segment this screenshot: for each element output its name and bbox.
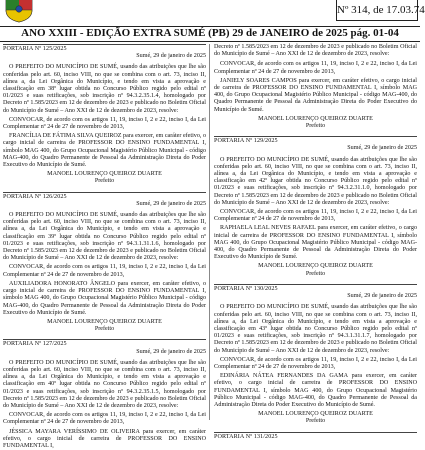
portaria-131 bbox=[214, 432, 417, 441]
municipal-crest-icon bbox=[4, 0, 34, 22]
portaria-body: O PREFEITO DO MUNICÍPIO DE SUMÉ, usando das atribuições que lhe são conferidas pelo art. 60, inciso VIII, no que se combina com o art. 73, inciso II, alínea a, da Lei Orgânica do Município, e tendo em vista a aprovação e classificação em 42º lugar obtida no Concurso Público regido pelo edital nº 01/2023 e suas retificações, sob inscrição nº 94.3.2.31.1.0, homologado por Decreto nº 1.585/2023 em 12 de dezembro de 2023 e publicado no Boletim Oficial do Município de Sumé – Ano XXI de 12 de dezembro de 2023, resolve: bbox=[214, 156, 417, 206]
portaria-126 bbox=[3, 192, 206, 334]
registration-number: Nº 314, de 17.03.74 bbox=[336, 0, 418, 21]
portaria-body: O PREFEITO DO MUNICÍPIO DE SUMÉ, usando das atribuições que lhe são conferidas pelo art. 60, inciso VIII, no que se combina com o art. 73, inciso II, alínea a, da Lei Orgânica do Município, e tendo em vista a aprovação e classificação em 38º lugar obtida no Concurso Público regido pelo edital nº 01/2023 e suas retificações, sob inscrição nº 94.3.2.35.1.4, homologado por Decreto nº 1.585/2023 em 12 de dezembro de 2023 e publicado no Boletim Oficial do Município de Sumé – Ano XXI de 12 de dezembro de 2023, resolve: bbox=[3, 64, 206, 114]
portaria-125 bbox=[3, 44, 206, 186]
signer-role: Prefeito bbox=[305, 418, 326, 425]
portaria-convocar: CONVOCAR, de acordo com os artigos 11, 19, inciso I, 2 e 22, inciso I, da Lei Complementar nº 24 de 27 de novembro de 2013, bbox=[3, 116, 206, 131]
portaria-date: Sumé, 29 de janeiro de 2025 bbox=[136, 348, 206, 355]
signer-role: Prefeito bbox=[94, 178, 115, 185]
bulletin-header bbox=[0, 0, 425, 39]
portaria-convocar: CONVOCAR, de acordo com os artigos 11, 19, inciso I, 2 e 22, inciso I, da Lei Complementar nº 24 de 27 de novembro de 2013, bbox=[214, 61, 417, 75]
portaria-129 bbox=[214, 136, 417, 278]
portaria-title: PORTARIA Nº 125/2025 bbox=[3, 44, 206, 53]
column-divider bbox=[209, 44, 210, 420]
signer-name: MANOEL LOURENÇO QUEIROZ DUARTE bbox=[258, 115, 373, 122]
portaria-convocado: JANIELY SOARES CAMPOS para exercer, em caráter efetivo, o cargo inicial de carreira de PROFESSOR DO ENSINO FUNDAMENTAL I, símbolo MAG 400, do Grupo Ocupacional Magistério Público Municipal - código MAG-400, do Quadro Permanente de Pessoal da Administração Direta do Poder Executivo do Município de Sumé. bbox=[214, 77, 417, 113]
portaria-date: Sumé, 29 de janeiro de 2025 bbox=[136, 200, 206, 207]
portaria-convocar: CONVOCAR, de acordo com os artigos 11, 19, inciso I, 2 e 22, inciso I, da Lei Complementar nº 24 de 27 de novembro de 2013, bbox=[214, 356, 417, 370]
signer-name: MANOEL LOURENÇO QUEIROZ DUARTE bbox=[258, 263, 373, 270]
signer-name: MANOEL LOURENÇO QUEIROZ DUARTE bbox=[258, 411, 373, 418]
portaria-convocado: EDINÁRIA NÁTEA FERNANDES DA GAMA para exercer, em caráter efetivo, o cargo inicial de carreira de PROFESSOR DO ENSINO FUNDAMENTAL I, símbolo MAG 400, do Grupo Ocupacional Magistério Público Municipal - código MAG-400, do Quadro Permanente de Pessoal da Administração Direta do Poder Executivo do Município de Sumé. bbox=[214, 373, 417, 408]
portaria-127 bbox=[3, 339, 206, 450]
portaria-convocar: CONVOCAR, de acordo com os artigos 11, 19, inciso I, 2 e 22, inciso I, da Lei Complementar nº 24 de 27 de novembro de 2013, bbox=[3, 412, 206, 426]
portaria-body: O PREFEITO DO MUNICÍPIO DE SUMÉ, usando das atribuições que lhe são conferidas pelo art. 60, inciso VIII, no que se combina com o art. 73, inciso II, alínea a, da Lei Orgânica do Município, e tendo em vista a aprovação e classificação em 40º lugar obtida no Concurso Público regido pelo edital nº 01/2023 e suas retificações, sob inscrição nº 94.3.2.35.1.5, homologado por Decreto nº 1.585/2023 em 12 de dezembro de 2023 e publicado no Boletim Oficial do Município de Sumé – Ano XXI de 12 de dezembro de 2023, resolve: bbox=[3, 359, 206, 409]
continuation-text: Decreto nº 1.585/2023 em 12 de dezembro de 2023 e publicado no Boletim Oficial do Município de Sumé – Ano XXI de 12 de dezembro de 2023, resolve: bbox=[214, 44, 417, 58]
portaria-convocar: CONVOCAR, de acordo com os artigos 11, 19, inciso I, 2 e 22, inciso I, da Lei Complementar nº 24 de 27 de novembro de 2013, bbox=[214, 209, 417, 223]
portaria-convocar: CONVOCAR, de acordo com os artigos 11, 19, inciso I, 2 e 22, inciso I, da Lei Complementar nº 24 de 27 de novembro de 2013, bbox=[3, 264, 206, 278]
portaria-convocado: FRANCÍLIA DE FÁTIMA SILVA QUEIROZ para exercer, em caráter efetivo, o cargo inicial de carreira de PROFESSOR DO ENSINO FUNDAMENTAL I, símbolo MAG 400, do Grupo Ocupacional Magistério Público Municipal - código MAG-400, do Quadro Permanente de Pessoal da Administração Direta do Poder Executivo do Município de Sumé. bbox=[3, 133, 206, 169]
portaria-convocado: AUXILIADORA HONORATO ÂNGELO para exercer, em caráter efetivo, o cargo inicial de carreira de PROFESSOR DO ENSINO FUNDAMENTAL I, símbolo MAG 400, do Grupo Ocupacional Magistério Público Municipal - código MAG-400, do Quadro Permanente de Pessoal da Administração Direta do Poder Executivo do Município de Sumé. bbox=[3, 280, 206, 316]
portaria-convocado: RAPHAELA LEAL NEVES RAFAEL para exercer, em caráter efetivo, o cargo inicial de carreira de PROFESSOR DO ENSINO FUNDAMENTAL I, símbolo MAG 400, do Grupo Ocupacional Magistério Público Municipal - código MAG-400, do Quadro Permanente de Pessoal da Administração Direta do Poder Executivo do Município de Sumé. bbox=[214, 225, 417, 261]
portaria-date: Sumé, 29 de janeiro de 2025 bbox=[136, 53, 206, 60]
portaria-convocado: JÉSSICA MAYARA VERÍSSIMO DE OLIVEIRA para exercer, em caráter efetivo, o cargo inicial de carreira de PROFESSOR DO ENSINO FUNDAMENTAL I, bbox=[3, 428, 206, 449]
left-column bbox=[3, 44, 206, 449]
portaria-title: PORTARIA Nº 131/2025 bbox=[214, 432, 417, 441]
signer-name: MANOEL LOURENÇO QUEIROZ DUARTE bbox=[47, 171, 162, 178]
edition-line: ANO XXIII - EDIÇÃO EXTRA SUMÉ (PB) 29 de JANEIRO de 2025 pág. 01-04 bbox=[21, 27, 399, 39]
portaria-title: PORTARIA Nº 127/2025 bbox=[3, 339, 206, 348]
portaria-date: Sumé, 29 de janeiro de 2025 bbox=[347, 145, 417, 152]
signer-role: Prefeito bbox=[305, 270, 326, 277]
portaria-128-continuation bbox=[214, 44, 417, 130]
header-rule-bottom bbox=[0, 41, 420, 42]
right-column bbox=[214, 44, 417, 440]
signer-name: MANOEL LOURENÇO QUEIROZ DUARTE bbox=[47, 318, 162, 325]
portaria-title: PORTARIA Nº 130/2025 bbox=[214, 284, 417, 293]
portaria-body: O PREFEITO DO MUNICÍPIO DE SUMÉ, usando das atribuições que lhe são conferidas pelo art. 60, inciso VIII, no que se combina com o art. 73, inciso II, alínea a, da Lei Orgânica do Município, e tendo em vista a aprovação e classificação em 39º lugar obtida no Concurso Público regido pelo edital nº 01/2023 e suas retificações, sob inscrição nº 94.3.1.31.1.6, homologado por Decreto nº 1.585/2023 em 12 de dezembro de 2023 e publicado no Boletim Oficial do Município de Sumé – Ano XXI de 12 de dezembro de 2023, resolve: bbox=[3, 212, 206, 262]
portaria-title: PORTARIA Nº 129/2025 bbox=[214, 136, 417, 145]
signer-role: Prefeito bbox=[94, 326, 115, 333]
signer-role: Prefeito bbox=[305, 123, 326, 130]
portaria-body: O PREFEITO DO MUNICÍPIO DE SUMÉ, usando das atribuições que lhe são conferidas pelo art. 60, inciso VIII, no que se combina com o art. 73, inciso II, alínea a, da Lei Orgânica do Município, e tendo em vista a aprovação e classificação em 43º lugar obtida no Concurso Público regido pelo edital nº 01/2023 e suas retificações, sob inscrição nº 94.3.1.31.1.7, homologado por Decreto nº 1.585/2023 em 12 de dezembro de 2023 e publicado no Boletim Oficial do Município de Sumé – Ano XXI de 12 de dezembro de 2023, resolve: bbox=[214, 304, 417, 354]
portaria-130 bbox=[214, 284, 417, 426]
portaria-title: PORTARIA Nº 126/2025 bbox=[3, 192, 206, 201]
portaria-date: Sumé, 29 de janeiro de 2025 bbox=[347, 293, 417, 300]
